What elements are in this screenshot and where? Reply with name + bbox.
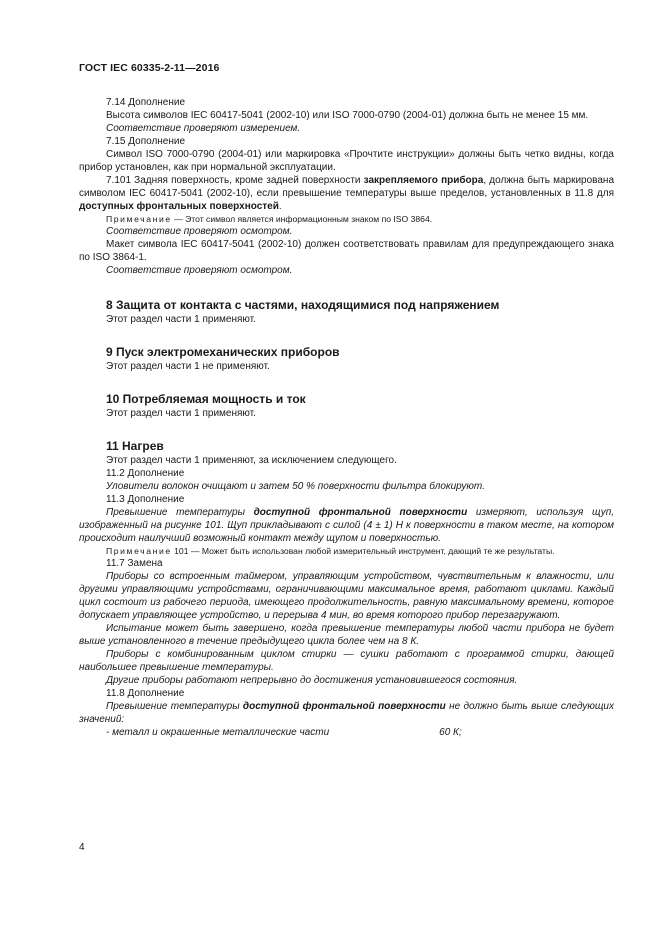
clause-11-7-para-3: Приборы с комбинированным циклом стирки — сушки работают с программой стирки, дающей наибольшее превышение температуры. [79,649,614,673]
clause-7-14-compliance: Соответствие проверяют измерением. [106,123,301,134]
clause-7-101-part3: . [278,201,282,212]
page-number: 4 [79,842,85,853]
section-10-heading: 10 Потребляемая мощность и ток [106,392,306,406]
list-item-metal-parts [79,726,614,739]
section-11-heading: 11 Нагрев [106,439,164,453]
section-9-text: Этот раздел части 1 не применяют. [106,361,270,372]
clause-11-8-part2: не должно быть выше следующих значений: [79,701,614,725]
document-header: ГОСТ IEC 60335-2-11—2016 [79,62,220,74]
clause-11-7-para-2: Испытание может быть завершено, когда превышение температуры любой части прибора не будет выше установленного в течение предыдущего цикла более чем на 8 К. [79,623,614,647]
clause-7-101-maket: Макет символа IEC 60417-5041 (2002-10) должен соответствовать правилам для предупреждающего знака по ISO 3864-1. [79,239,614,263]
clause-11-7-para-4: Другие приборы работают непрерывно до достижения установившегося состояния. [106,675,518,686]
section-8-text: Этот раздел части 1 применяют. [106,314,256,325]
term-fixed-appliance: закрепляемого прибора [363,175,484,186]
term-accessible-front-surfaces: доступных фронтальных поверхностей [79,201,279,212]
note-101 [79,545,614,557]
list-item-value: 60 К; [439,727,462,738]
clause-11-8-part1: Превышение температуры [106,701,243,712]
note-101-text: 101 — Может быть использован любой измерительный инструмент, дающий те же результаты. [171,546,555,556]
clause-7-15-title: 7.15 Дополнение [106,136,186,147]
section-8-heading: 8 Защита от контакта с частями, находящимися под напряжением [106,298,500,312]
clause-11-7-title: 11.7 Замена [106,558,163,569]
section-11-text: Этот раздел части 1 применяют, за исключением следующего. [106,455,397,466]
section-10-text: Этот раздел части 1 применяют. [106,408,256,419]
note-1-text: — Этот символ является информационным знаком по ISO 3864. [171,214,433,224]
clause-11-2-title: 11.2 Дополнение [106,468,185,479]
term-accessible-front-surface-2: доступной фронтальной поверхности [242,701,446,712]
clause-11-3-part1: Превышение температуры [106,507,254,518]
clause-7-14-text: Высота символов IEC 60417-5041 (2002-10) или ISO 7000-0790 (2004-01) должна быть не менее 15 мм. [106,110,589,121]
clause-11-8-text [79,700,614,726]
clause-7-101-compliance-1: Соответствие проверяют осмотром. [106,226,293,237]
clause-7-101-part2: , должна быть маркирована символом IEC 60417-5041 (2002-10), если превышение температуры выше пределов, установленных в 11.8 для [79,175,615,199]
clause-7-101-part1: 7.101 Задняя поверхность, кроме задней поверхности [106,175,364,186]
clause-7-101-compliance-2: Соответствие проверяют осмотром. [106,265,293,276]
note-1 [79,213,614,225]
clause-11-8-title: 11.8 Дополнение [106,688,185,699]
clause-7-15-text: Символ ISO 7000-0790 (2004-01) или маркировка «Прочтите инструкции» должны быть четко видны, когда прибор установлен, как при нормальной эксплуатации. [79,149,614,173]
section-9-heading: 9 Пуск электромеханических приборов [106,345,340,359]
clause-7-14-title: 7.14 Дополнение [106,97,186,108]
note-1-label: Примечание [106,214,172,224]
clause-11-3-title: 11.3 Дополнение [106,494,185,505]
list-item-label: - металл и окрашенные металлические части [106,727,330,738]
clause-7-101-text [79,174,614,213]
clause-11-3-part2: измеряют, используя щуп, изображенный на рисунке 101. Щуп прикладывают с силой (4 ± 1) Н к поверхности в таком месте, на котором происходит наилучший возможный контакт между щупом и поверхностью. [79,507,614,544]
clause-11-2-text: Уловители волокон очищают и затем 50 % поверхности фильтра блокируют. [106,481,485,492]
term-accessible-front-surface: доступной фронтальной поверхности [253,507,468,518]
clause-11-3-text [79,506,614,545]
clause-11-7-para-1: Приборы со встроенным таймером, управляющим устройством, чувствительным к влажности, или другими управляющими устройствами, ограничивающими максимальное время, работают циклами. Каждый цикл состоит из рабочего периода, имеющего продолжительность, равную максимальному времени, которое допускает управляющее устройство, и перерыва 4 мин, во время которого прибор перезагружают. [79,571,614,621]
note-101-label: Примечание [106,546,172,556]
document-body [79,96,614,739]
